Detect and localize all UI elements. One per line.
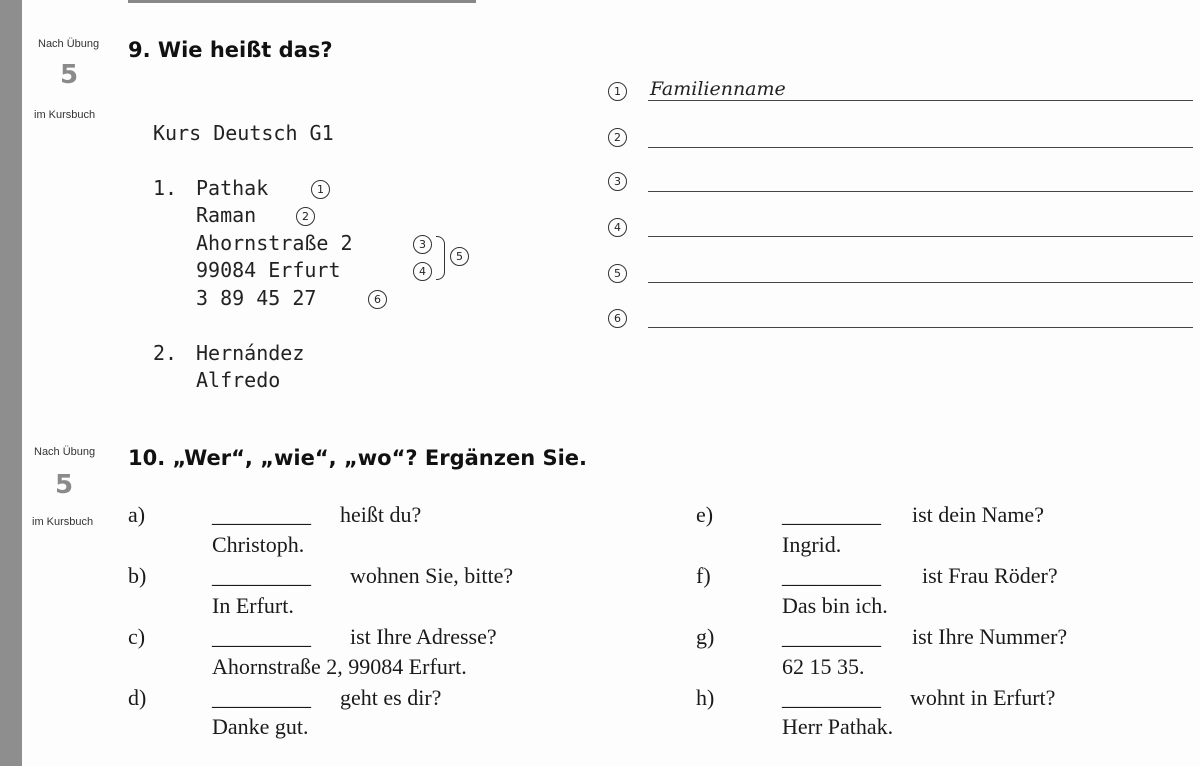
item-g-letter: g) [696, 624, 715, 649]
item-c-answer: Ahornstraße 2, 99084 Erfurt. [212, 654, 467, 679]
item-h-question: wohnt in Erfurt? [910, 685, 1056, 710]
entry1-firstname: Raman [196, 203, 257, 227]
ex10-side-nach-uebung: Nach Übung [34, 446, 96, 458]
ex10-side-kursbuch: im Kursbuch [32, 516, 94, 528]
item-f-answer: Das bin ich. [782, 593, 888, 618]
item-h-letter: h) [696, 685, 715, 710]
item-b-blank[interactable]: _________ [212, 563, 311, 588]
item-e-question: ist dein Name? [912, 502, 1044, 527]
item-g-question: ist Ihre Nummer? [912, 624, 1068, 649]
item-b-answer: In Erfurt. [212, 593, 294, 618]
item-a-answer: Christoph. [212, 532, 305, 557]
answer-3-line[interactable] [648, 191, 1193, 192]
answer-1-line[interactable] [648, 100, 1193, 101]
marker-3: 3 [413, 235, 432, 254]
entry2-firstname: Alfredo [196, 368, 281, 392]
item-a-letter: a) [128, 502, 146, 527]
entry2-surname: Hernández [196, 341, 305, 365]
answer-2-line[interactable] [648, 147, 1193, 148]
answer-5-line[interactable] [648, 282, 1193, 283]
entry1-city: 99084 Erfurt [196, 258, 341, 282]
marker-5: 5 [450, 247, 469, 266]
item-d-answer: Danke gut. [212, 714, 309, 739]
item-e-blank[interactable]: _________ [782, 502, 881, 527]
answer-6-line[interactable] [648, 327, 1193, 328]
entry1-phone: 3 89 45 27 [196, 286, 317, 310]
entry2-index: 2. [153, 341, 178, 365]
entry1-index: 1. [153, 176, 178, 200]
item-g-answer: 62 15 35. [782, 654, 865, 679]
marker-2: 2 [296, 207, 315, 226]
item-f-blank[interactable]: _________ [782, 563, 881, 588]
page-edge [0, 0, 22, 766]
answer-marker-5: 5 [608, 264, 627, 283]
answer-marker-2: 2 [608, 128, 627, 147]
item-b-letter: b) [128, 563, 147, 588]
item-e-answer: Ingrid. [782, 532, 842, 557]
entry1-street: Ahornstraße 2 [196, 231, 353, 255]
item-d-blank[interactable]: _________ [212, 685, 311, 710]
item-b-question: wohnen Sie, bitte? [350, 563, 514, 588]
ex10-side-number: 5 [55, 470, 74, 500]
top-rule [128, 0, 476, 3]
address-brace [436, 236, 445, 280]
answer-marker-1: 1 [608, 82, 627, 101]
marker-6: 6 [368, 290, 387, 309]
ex10-heading: 10. „Wer“, „wie“, „wo“? Ergänzen Sie. [128, 446, 587, 470]
ex9-heading: 9. Wie heißt das? [128, 38, 333, 62]
ex9-side-number: 5 [60, 60, 79, 90]
item-c-letter: c) [128, 624, 146, 649]
item-f-question: ist Frau Röder? [922, 563, 1058, 588]
marker-1: 1 [311, 180, 330, 199]
ex9-side-nach-uebung: Nach Übung [38, 38, 100, 50]
item-h-blank[interactable]: _________ [782, 685, 881, 710]
item-a-blank[interactable]: _________ [212, 502, 311, 527]
marker-4: 4 [413, 262, 432, 281]
item-c-blank[interactable]: _________ [212, 624, 311, 649]
item-h-answer: Herr Pathak. [782, 714, 894, 739]
item-d-letter: d) [128, 685, 147, 710]
answer-marker-4: 4 [608, 218, 627, 237]
answer-4-line[interactable] [648, 236, 1193, 237]
answer-marker-3: 3 [608, 172, 627, 191]
item-g-blank[interactable]: _________ [782, 624, 881, 649]
ex9-side-kursbuch: im Kursbuch [34, 109, 96, 121]
entry1-surname: Pathak [196, 176, 269, 200]
item-a-question: heißt du? [340, 502, 422, 527]
item-e-letter: e) [696, 502, 714, 527]
item-c-question: ist Ihre Adresse? [350, 624, 497, 649]
card-title: Kurs Deutsch G1 [153, 121, 334, 145]
item-d-question: geht es dir? [340, 685, 442, 710]
item-f-letter: f) [696, 563, 711, 588]
answer-1-text: Familienname [650, 78, 786, 100]
answer-marker-6: 6 [608, 309, 627, 328]
